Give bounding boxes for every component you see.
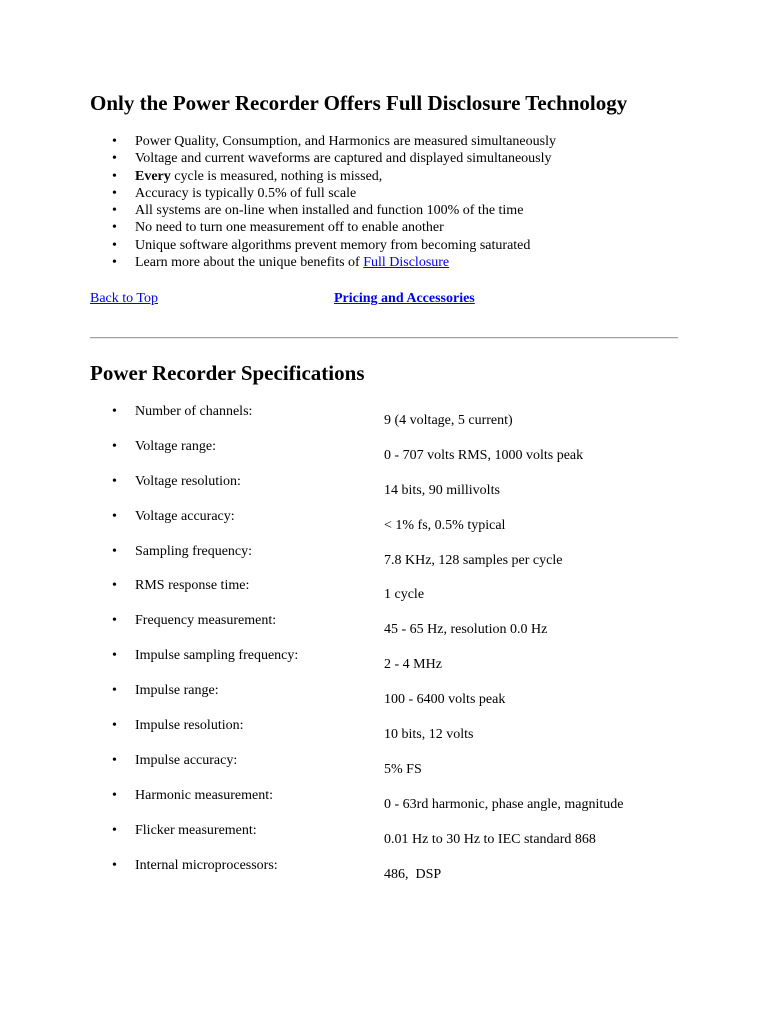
bullet-glyph: • bbox=[112, 203, 117, 219]
specifications-heading: Power Recorder Specifications bbox=[90, 361, 365, 385]
feature-item-text: All systems are on-line when installed and function 100% of the time bbox=[135, 203, 524, 219]
spec-value: 2 - 4 MHz bbox=[384, 657, 442, 673]
bullet-glyph: • bbox=[112, 473, 117, 489]
spec-value: 486, DSP bbox=[384, 866, 442, 882]
feature-item bbox=[90, 254, 556, 271]
bullet-glyph: • bbox=[112, 613, 117, 629]
spec-value: 9 (4 voltage, 5 current) bbox=[384, 413, 513, 428]
feature-item-text: Unique software algorithms prevent memory from becoming saturated bbox=[135, 237, 531, 253]
spec-value: 45 - 65 Hz, resolution 0.0 Hz bbox=[384, 622, 548, 638]
spec-value: 10 bits, 12 volts bbox=[384, 727, 474, 743]
spec-row bbox=[90, 543, 690, 578]
feature-item bbox=[90, 202, 556, 219]
bullet-glyph: • bbox=[112, 543, 117, 559]
bullet-glyph: • bbox=[112, 438, 117, 454]
spec-label: RMS response time: bbox=[135, 578, 250, 594]
spec-value: 100 - 6400 volts peak bbox=[384, 692, 506, 708]
bullet-glyph: • bbox=[112, 857, 117, 873]
feature-item-text: cycle is measured, nothing is missed, bbox=[170, 168, 383, 184]
pricing-accessories-link[interactable]: Pricing and Accessories bbox=[334, 291, 475, 306]
feature-list bbox=[90, 133, 556, 271]
feature-heading: Only the Power Recorder Offers Full Disclosure Technology bbox=[90, 91, 628, 115]
spec-row bbox=[90, 612, 690, 647]
spec-value: 5% FS bbox=[384, 761, 422, 777]
spec-value: 1 cycle bbox=[384, 587, 425, 603]
spec-value: 7.8 KHz, 128 samples per cycle bbox=[384, 552, 563, 568]
bullet-glyph: • bbox=[112, 822, 117, 838]
bullet-glyph: • bbox=[112, 787, 117, 803]
feature-item-text: Learn more about the unique benefits of bbox=[135, 255, 364, 271]
feature-item bbox=[90, 185, 556, 202]
bullet-glyph: • bbox=[112, 134, 117, 149]
feature-item bbox=[90, 219, 556, 236]
spec-row bbox=[90, 787, 690, 822]
spec-label: Impulse sampling frequency: bbox=[135, 648, 299, 664]
spec-row bbox=[90, 577, 690, 612]
bullet-glyph: • bbox=[112, 185, 117, 201]
spec-label: Sampling frequency: bbox=[135, 543, 253, 559]
full-disclosure-link[interactable]: Full Disclosure bbox=[363, 255, 450, 271]
spec-label: Voltage resolution: bbox=[135, 473, 241, 489]
bullet-glyph: • bbox=[112, 648, 117, 664]
feature-item bbox=[90, 168, 556, 185]
spec-row bbox=[90, 473, 690, 508]
spec-label: Impulse resolution: bbox=[135, 718, 244, 734]
spec-value: < 1% fs, 0.5% typical bbox=[384, 517, 506, 533]
bullet-glyph: • bbox=[112, 168, 117, 184]
spec-row bbox=[90, 403, 690, 438]
spec-row bbox=[90, 822, 690, 857]
spec-row bbox=[90, 508, 690, 543]
spec-row bbox=[90, 752, 690, 787]
spec-value: 0 - 707 volts RMS, 1000 volts peak bbox=[384, 447, 584, 463]
spec-row bbox=[90, 717, 690, 752]
feature-item bbox=[90, 133, 556, 150]
feature-item bbox=[90, 150, 556, 167]
back-to-top-link[interactable]: Back to Top bbox=[90, 291, 158, 306]
specifications-list bbox=[90, 403, 690, 891]
horizontal-divider bbox=[90, 337, 678, 339]
bullet-glyph: • bbox=[112, 255, 117, 271]
feature-item-text: Accuracy is typically 0.5% of full scale bbox=[135, 185, 357, 201]
feature-item-text: Power Quality, Consumption, and Harmonics are measured simultaneously bbox=[135, 134, 556, 149]
spec-value: 0.01 Hz to 30 Hz to IEC standard 868 bbox=[384, 831, 596, 847]
spec-label: Frequency measurement: bbox=[135, 613, 277, 629]
spec-label: Number of channels: bbox=[135, 404, 253, 419]
spec-row bbox=[90, 682, 690, 717]
spec-label: Impulse range: bbox=[135, 683, 219, 699]
feature-item-text: Voltage and current waveforms are captured and displayed simultaneously bbox=[135, 151, 552, 167]
spec-label: Harmonic measurement: bbox=[135, 787, 274, 803]
feature-item-emphasis: Every bbox=[135, 168, 171, 184]
feature-item bbox=[90, 237, 556, 254]
bullet-glyph: • bbox=[112, 404, 117, 419]
bullet-glyph: • bbox=[112, 718, 117, 734]
spec-label: Impulse accuracy: bbox=[135, 752, 238, 768]
spec-value: 14 bits, 90 millivolts bbox=[384, 482, 500, 498]
bullet-glyph: • bbox=[112, 578, 117, 594]
spec-row bbox=[90, 438, 690, 473]
spec-label: Internal microprocessors: bbox=[135, 857, 278, 873]
spec-row bbox=[90, 647, 690, 682]
spec-label: Voltage accuracy: bbox=[135, 508, 235, 524]
spec-label: Voltage range: bbox=[135, 438, 216, 454]
feature-item-text: No need to turn one measurement off to enable another bbox=[135, 220, 444, 236]
bullet-glyph: • bbox=[112, 683, 117, 699]
spec-row bbox=[90, 857, 690, 892]
bullet-glyph: • bbox=[112, 220, 117, 236]
spec-value: 0 - 63rd harmonic, phase angle, magnitude bbox=[384, 796, 624, 812]
spec-label: Flicker measurement: bbox=[135, 822, 257, 838]
bullet-glyph: • bbox=[112, 752, 117, 768]
bullet-glyph: • bbox=[112, 151, 117, 167]
bullet-glyph: • bbox=[112, 508, 117, 524]
bullet-glyph: • bbox=[112, 237, 117, 253]
